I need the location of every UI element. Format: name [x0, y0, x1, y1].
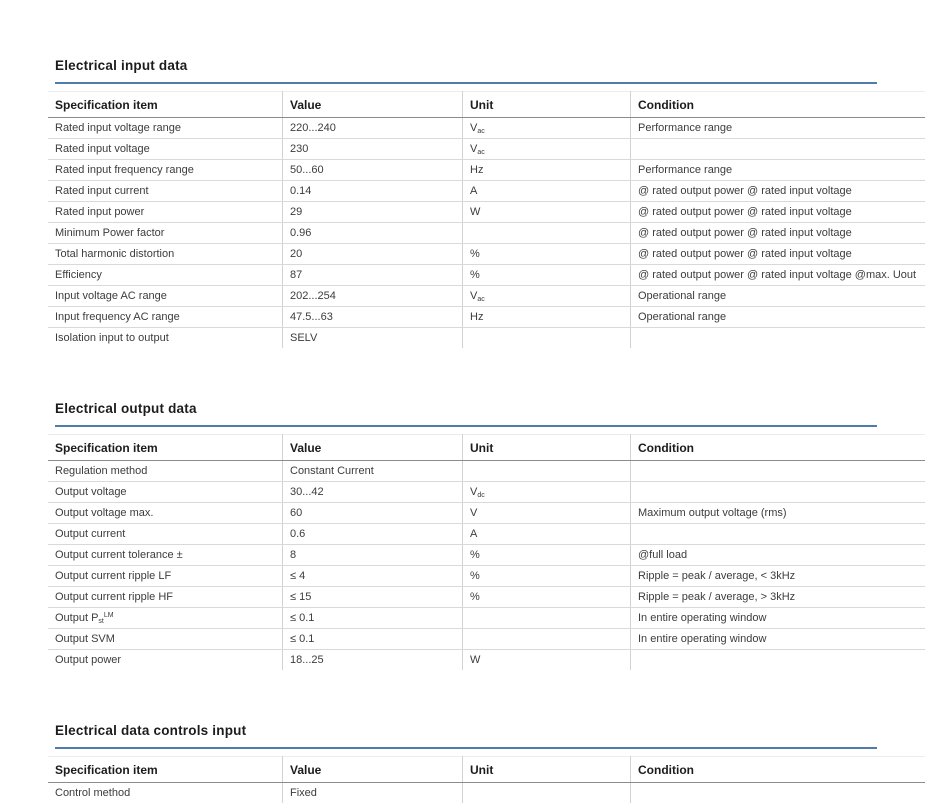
cell-specification-item: [48, 503, 283, 524]
column-header-specification-item: Specification item: [48, 757, 283, 783]
cell-value: [283, 223, 463, 244]
cell-condition: [631, 307, 925, 328]
cell-condition: [631, 139, 925, 160]
unit-text: V: [470, 289, 478, 302]
column-header-value: Value: [283, 757, 463, 783]
condition-text: Ripple = peak / average, > 3kHz: [638, 591, 796, 603]
cell-specification-item: [48, 265, 283, 286]
cell-condition: [631, 202, 925, 223]
cell-value: [283, 244, 463, 265]
cell-specification-item: [48, 139, 283, 160]
unit-text: V: [470, 506, 478, 519]
cell-unit: [463, 286, 631, 307]
item-text: Rated input current: [55, 184, 149, 197]
cell-condition: [631, 608, 925, 629]
table-header-row: [48, 757, 925, 783]
cell-unit: [463, 265, 631, 286]
cell-specification-item: [48, 307, 283, 328]
condition-text: In entire operating window: [638, 612, 767, 624]
cell-value: [283, 181, 463, 202]
table-row: [48, 265, 925, 286]
column-header-unit: Unit: [463, 435, 631, 461]
value-text: ≤ 0.1: [290, 612, 315, 624]
condition-text: Operational range: [638, 290, 727, 302]
cell-condition: [631, 783, 925, 804]
table-row: [48, 566, 925, 587]
table-row: [48, 650, 925, 671]
cell-specification-item: [48, 545, 283, 566]
column-header-specification-item: Specification item: [48, 435, 283, 461]
condition-text: Maximum output voltage (rms): [638, 507, 787, 519]
table-row: [48, 482, 925, 503]
spec-table: [48, 756, 925, 803]
cell-value: [283, 139, 463, 160]
item-text: Isolation input to output: [55, 331, 169, 344]
cell-specification-item: [48, 461, 283, 482]
section-title: Electrical input data: [55, 58, 188, 73]
cell-condition: [631, 286, 925, 307]
cell-unit: [463, 650, 631, 671]
cell-unit: [463, 202, 631, 223]
cell-condition: [631, 244, 925, 265]
condition-text: @ rated output power @ rated input voltage: [638, 248, 852, 260]
cell-unit: [463, 461, 631, 482]
unit-text: A: [470, 184, 478, 197]
item-text: Minimum Power factor: [55, 226, 165, 239]
unit-text: %: [470, 590, 480, 603]
cell-specification-item: [48, 244, 283, 265]
unit-text: Hz: [470, 310, 484, 323]
cell-specification-item: [48, 118, 283, 139]
cell-condition: [631, 160, 925, 181]
cell-value: [283, 524, 463, 545]
cell-condition: [631, 503, 925, 524]
cell-condition: [631, 566, 925, 587]
cell-value: [283, 202, 463, 223]
cell-value: [283, 328, 463, 349]
value-text: 18...25: [290, 654, 324, 666]
condition-text: @ rated output power @ rated input voltage: [638, 227, 852, 239]
item-text: Output P: [55, 611, 99, 624]
unit-text: V: [470, 142, 478, 155]
item-text: Output current tolerance ±: [55, 548, 183, 561]
spec-section: [48, 401, 877, 670]
column-header-unit: Unit: [463, 92, 631, 118]
item-subscript: st: [98, 617, 104, 625]
item-text: Output power: [55, 653, 122, 666]
cell-specification-item: [48, 181, 283, 202]
value-text: SELV: [290, 332, 318, 344]
column-header-condition: Condition: [631, 435, 925, 461]
item-superscript: LM: [103, 611, 114, 619]
table-row: [48, 223, 925, 244]
value-text: 202...254: [290, 290, 336, 302]
spec-section: [48, 723, 877, 803]
table-row: [48, 160, 925, 181]
item-text: Rated input frequency range: [55, 163, 194, 176]
condition-text: @ rated output power @ rated input voltage: [638, 185, 852, 197]
condition-text: @ rated output power @ rated input voltage: [638, 206, 852, 218]
value-text: 0.6: [290, 528, 306, 540]
item-text: Input frequency AC range: [55, 310, 180, 323]
item-text: Rated input power: [55, 205, 145, 218]
value-text: 60: [290, 507, 303, 519]
cell-specification-item: [48, 566, 283, 587]
item-text: Output voltage: [55, 485, 127, 498]
unit-text: %: [470, 569, 480, 582]
value-text: ≤ 15: [290, 591, 312, 603]
spec-section: [48, 58, 917, 348]
unit-text: Hz: [470, 163, 484, 176]
condition-text: @full load: [638, 549, 688, 561]
column-header-value: Value: [283, 92, 463, 118]
cell-unit: [463, 545, 631, 566]
cell-condition: [631, 265, 925, 286]
cell-specification-item: [48, 608, 283, 629]
cell-condition: [631, 629, 925, 650]
item-text: Total harmonic distortion: [55, 247, 175, 260]
unit-text: A: [470, 527, 478, 540]
cell-value: [283, 461, 463, 482]
cell-value: [283, 783, 463, 804]
cell-specification-item: [48, 587, 283, 608]
cell-unit: [463, 629, 631, 650]
condition-text: @ rated output power @ rated input voltage @max. Uout: [638, 269, 917, 281]
unit-subscript: ac: [477, 127, 485, 135]
value-text: 0.14: [290, 185, 312, 197]
value-text: 8: [290, 549, 297, 561]
column-header-unit: Unit: [463, 757, 631, 783]
cell-specification-item: [48, 524, 283, 545]
unit-text: %: [470, 247, 480, 260]
cell-condition: [631, 118, 925, 139]
table-head: [48, 435, 925, 461]
cell-unit: [463, 181, 631, 202]
cell-specification-item: [48, 783, 283, 804]
value-text: 50...60: [290, 164, 324, 176]
cell-value: [283, 286, 463, 307]
value-text: 230: [290, 143, 309, 155]
section-divider-rule: [55, 747, 877, 749]
section-divider-rule: [55, 425, 877, 427]
cell-condition: [631, 328, 925, 349]
cell-unit: [463, 587, 631, 608]
cell-unit: [463, 524, 631, 545]
unit-text: V: [470, 485, 478, 498]
spec-table: [48, 91, 925, 348]
item-text: Control method: [55, 786, 131, 799]
cell-unit: [463, 160, 631, 181]
unit-text: %: [470, 548, 480, 561]
item-text: Rated input voltage: [55, 142, 150, 155]
table-row: [48, 139, 925, 160]
cell-value: [283, 307, 463, 328]
column-header-condition: Condition: [631, 92, 925, 118]
cell-unit: [463, 223, 631, 244]
cell-value: [283, 503, 463, 524]
unit-text: W: [470, 205, 481, 218]
cell-specification-item: [48, 286, 283, 307]
table-row: [48, 181, 925, 202]
table-row: [48, 328, 925, 349]
cell-value: [283, 160, 463, 181]
column-header-value: Value: [283, 435, 463, 461]
cell-specification-item: [48, 223, 283, 244]
cell-condition: [631, 587, 925, 608]
cell-unit: [463, 566, 631, 587]
item-text: Output voltage max.: [55, 506, 154, 519]
value-text: 30...42: [290, 486, 324, 498]
section-title: Electrical output data: [55, 401, 197, 416]
unit-text: V: [470, 121, 478, 134]
table-row: [48, 503, 925, 524]
spec-table: [48, 434, 925, 670]
table-row: [48, 244, 925, 265]
table-row: [48, 118, 925, 139]
condition-text: In entire operating window: [638, 633, 767, 645]
cell-value: [283, 566, 463, 587]
cell-specification-item: [48, 482, 283, 503]
section-title: Electrical data controls input: [55, 723, 247, 738]
cell-unit: [463, 503, 631, 524]
cell-unit: [463, 307, 631, 328]
value-text: Fixed: [290, 787, 317, 799]
table-row: [48, 545, 925, 566]
item-text: Output current: [55, 527, 126, 540]
item-text: Output current ripple HF: [55, 590, 173, 603]
table-body: [48, 118, 925, 349]
cell-value: [283, 629, 463, 650]
table-row: [48, 629, 925, 650]
condition-text: Operational range: [638, 311, 727, 323]
cell-condition: [631, 223, 925, 244]
unit-subscript: ac: [477, 148, 485, 156]
condition-text: Performance range: [638, 122, 733, 134]
cell-specification-item: [48, 202, 283, 223]
column-header-specification-item: Specification item: [48, 92, 283, 118]
value-text: 20: [290, 248, 303, 260]
table-row: [48, 608, 925, 629]
cell-unit: [463, 328, 631, 349]
item-text: Regulation method: [55, 464, 148, 477]
unit-text: W: [470, 653, 481, 666]
table-header-row: [48, 435, 925, 461]
cell-specification-item: [48, 328, 283, 349]
item-text: Output current ripple LF: [55, 569, 172, 582]
value-text: 220...240: [290, 122, 336, 134]
cell-unit: [463, 608, 631, 629]
table-row: [48, 202, 925, 223]
value-text: 47.5...63: [290, 311, 333, 323]
cell-unit: [463, 244, 631, 265]
table-row: [48, 307, 925, 328]
section-divider-rule: [55, 82, 877, 84]
table-row: [48, 524, 925, 545]
unit-text: %: [470, 268, 480, 281]
table-row: [48, 587, 925, 608]
item-text: Input voltage AC range: [55, 289, 167, 302]
value-text: 87: [290, 269, 303, 281]
unit-subscript: ac: [477, 295, 485, 303]
value-text: 0.96: [290, 227, 312, 239]
table-body: [48, 783, 925, 804]
cell-condition: [631, 524, 925, 545]
value-text: Constant Current: [290, 465, 374, 477]
table-row: [48, 783, 925, 804]
value-text: 29: [290, 206, 303, 218]
cell-value: [283, 118, 463, 139]
cell-value: [283, 545, 463, 566]
cell-value: [283, 482, 463, 503]
cell-unit: [463, 139, 631, 160]
table-header-row: [48, 92, 925, 118]
table-head: [48, 92, 925, 118]
cell-value: [283, 265, 463, 286]
cell-unit: [463, 482, 631, 503]
cell-condition: [631, 650, 925, 671]
unit-subscript: dc: [477, 491, 485, 499]
cell-specification-item: [48, 629, 283, 650]
cell-specification-item: [48, 160, 283, 181]
cell-unit: [463, 783, 631, 804]
condition-text: Performance range: [638, 164, 733, 176]
condition-text: Ripple = peak / average, < 3kHz: [638, 570, 796, 582]
cell-condition: [631, 545, 925, 566]
item-text: Efficiency: [55, 268, 102, 281]
cell-condition: [631, 461, 925, 482]
cell-unit: [463, 118, 631, 139]
value-text: ≤ 0.1: [290, 633, 315, 645]
cell-specification-item: [48, 650, 283, 671]
item-text: Rated input voltage range: [55, 121, 181, 134]
cell-value: [283, 587, 463, 608]
cell-condition: [631, 482, 925, 503]
table-row: [48, 286, 925, 307]
item-text: Output SVM: [55, 632, 115, 645]
value-text: ≤ 4: [290, 570, 306, 582]
table-row: [48, 461, 925, 482]
cell-condition: [631, 181, 925, 202]
cell-value: [283, 608, 463, 629]
column-header-condition: Condition: [631, 757, 925, 783]
table-head: [48, 757, 925, 783]
cell-value: [283, 650, 463, 671]
table-body: [48, 461, 925, 671]
